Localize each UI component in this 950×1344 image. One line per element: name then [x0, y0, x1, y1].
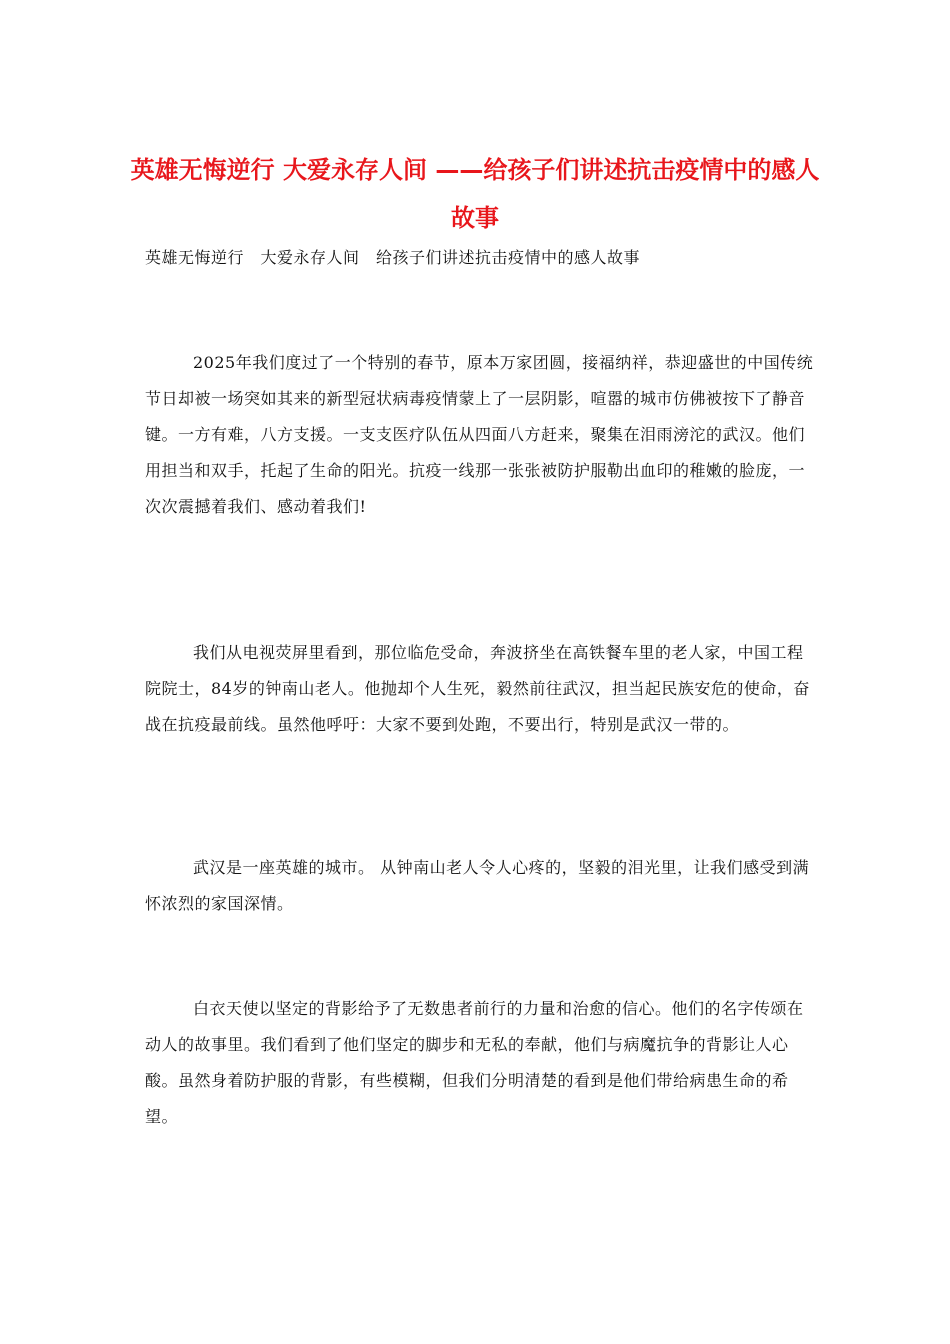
paragraph-3: 武汉是一座英雄的城市。 从钟南山老人令人心疼的，坚毅的泪光里，让我们感受到满怀浓烈的家国深情。: [145, 858, 810, 913]
paragraph-4: 白衣天使以坚定的背影给予了无数患者前行的力量和治愈的信心。他们的名字传颂在动人的故事里。我们看到了他们坚定的脚步和无私的奉献，他们与病魔抗争的背影让人心酸。虽然身着防护服的背影，有些模糊，但我们分明清楚的看到是他们带给病患生命的希望。: [145, 999, 804, 1126]
paragraph-2: 我们从电视荧屏里看到，那位临危受命，奔波挤坐在高铁餐车里的老人家，中国工程院院士，84岁的钟南山老人。他抛却个人生死，毅然前往武汉，担当起民族安危的使命，奋战在抗疫最前线。虽然他呼吁：大家不要到处跑，不要出行，特别是武汉一带的。: [145, 643, 810, 734]
document-title: 英雄无悔逆行 大爱永存人间 ——给孩子们讲述抗击疫情中的感人故事: [130, 156, 820, 232]
document-subtitle: 英雄无悔逆行 大爱永存人间 给孩子们讲述抗击疫情中的感人故事: [145, 248, 641, 267]
paragraph-1: 2025年我们度过了一个特别的春节，原本万家团圆，接福纳祥，恭迎盛世的中国传统节日却被一场突如其来的新型冠状病毒疫情蒙上了一层阴影，喧嚣的城市仿佛被按下了静音键。一方有难，八方支援。一支支医疗队伍从四面八方赶来，聚集在泪雨滂沱的武汉。他们用担当和双手，托起了生命的阳光。抗疫一线那一张张被防护服勒出血印的稚嫩的脸庞，一次次震撼着我们、感动着我们!: [145, 353, 814, 516]
